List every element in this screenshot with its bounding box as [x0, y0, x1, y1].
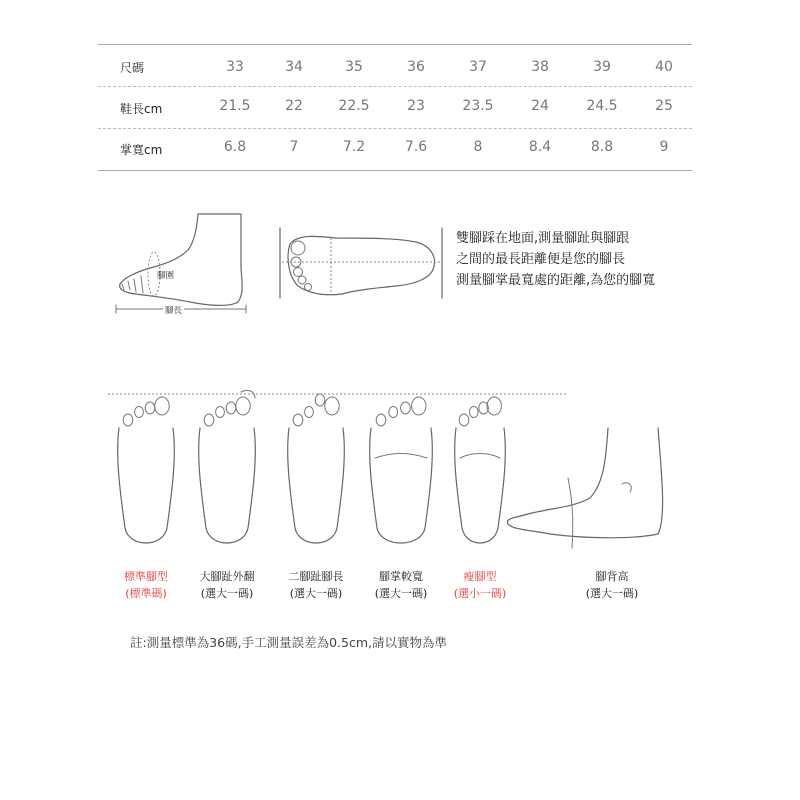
toe — [401, 402, 411, 414]
instruction-line: 雙腳踩在地面,測量腳趾與腳跟 — [456, 231, 630, 246]
table-cell: 39 — [593, 59, 611, 75]
instruction-line: 之間的最長距離便是您的腳長 — [456, 252, 626, 267]
toe — [376, 414, 386, 426]
toe — [305, 284, 312, 291]
toe — [469, 407, 478, 418]
foot-type-caption — [361, 568, 441, 602]
foot-sole-outline — [199, 428, 256, 543]
foot-type-advice: (選小一碼) — [453, 587, 507, 600]
toe — [487, 397, 501, 415]
table-cell: 8.4 — [528, 139, 552, 155]
toe — [412, 397, 426, 415]
table-cell: 34 — [285, 59, 303, 75]
table-cell: 33 — [226, 59, 244, 75]
instep-height-marker — [568, 478, 573, 548]
toe — [298, 276, 306, 284]
foot-sole-outline — [288, 428, 345, 543]
high-instep-foot-outline — [507, 428, 662, 538]
foot-type-advice: (選大一碼) — [374, 587, 428, 600]
table-top-border — [98, 44, 692, 45]
foot-sole-outline — [370, 428, 433, 543]
foot-type-caption — [106, 568, 186, 602]
table-cell: 8 — [473, 139, 483, 155]
table-cell: 9 — [659, 139, 669, 155]
measurement-note: 註:測量標準為36碼,手工測量誤差為0.5cm,請以實物為準 — [130, 635, 447, 650]
foot-type-name: 大腳趾外翻 — [199, 570, 255, 583]
row-label-size: 尺碼 — [120, 61, 145, 75]
foot-type-caption — [440, 568, 520, 602]
foot-type-caption — [276, 568, 356, 602]
table-cell: 7.6 — [404, 139, 428, 155]
toe — [315, 394, 325, 406]
toe — [325, 397, 339, 415]
table-cell: 22.5 — [338, 98, 370, 114]
foot-type-advice: (標準碼) — [125, 587, 167, 600]
toe — [123, 414, 133, 426]
foot-type-name: 瘦腳型 — [463, 570, 497, 583]
foot-type-caption — [187, 568, 267, 602]
foot-types-illustration — [110, 388, 680, 560]
top-foot-outline — [288, 236, 434, 294]
table-cell: 24 — [531, 98, 549, 114]
foot-type-name: 標準腳型 — [124, 570, 168, 583]
row-label-length: 鞋長cm — [120, 102, 163, 116]
toe — [389, 407, 398, 418]
table-cell: 37 — [469, 59, 487, 75]
toe — [155, 397, 169, 415]
toe — [226, 402, 236, 414]
toe — [294, 268, 303, 277]
toe — [459, 414, 469, 426]
table-cell: 40 — [655, 59, 673, 75]
toe — [135, 407, 144, 418]
measure-instructions — [456, 228, 655, 291]
length-label: 腳長 — [165, 306, 183, 316]
table-row-divider — [98, 128, 692, 129]
table-cell: 36 — [407, 59, 425, 75]
table-cell: 24.5 — [586, 98, 618, 114]
table-cell: 35 — [345, 59, 363, 75]
foot-type-caption — [572, 568, 652, 602]
side-foot-outline — [120, 214, 242, 305]
table-row-divider — [98, 86, 692, 87]
toe — [216, 407, 225, 418]
table-cell: 6.8 — [223, 139, 247, 155]
table-cell: 22 — [285, 98, 303, 114]
table-cell: 38 — [531, 59, 549, 75]
top-foot-illustration — [276, 224, 448, 304]
toe — [293, 414, 303, 426]
foot-type-advice: (選大一碼) — [200, 587, 254, 600]
circumference-label: 腳圍 — [157, 271, 175, 281]
table-cell: 23 — [407, 98, 425, 114]
toe — [305, 407, 314, 418]
foot-type-advice: (選大一碼) — [289, 587, 343, 600]
foot-type-name: 腳背高 — [595, 570, 629, 583]
row-label-width: 掌寬cm — [120, 143, 163, 157]
size-table — [98, 44, 692, 172]
toe — [291, 241, 305, 255]
width-arrow — [375, 454, 427, 459]
foot-sole-outline — [455, 428, 506, 543]
table-cell: 8.8 — [590, 139, 614, 155]
foot-type-name: 二腳趾腳長 — [288, 570, 344, 583]
table-cell: 7 — [289, 139, 299, 155]
ankle-bone — [622, 483, 631, 492]
foot-type-advice: (選大一碼) — [585, 587, 639, 600]
instruction-line: 測量腳掌最寬處的距離,為您的腳寬 — [456, 273, 656, 288]
side-foot-illustration — [110, 210, 260, 320]
toe — [236, 397, 250, 415]
table-cell: 7.2 — [342, 139, 366, 155]
table-cell: 23.5 — [462, 98, 494, 114]
table-cell: 21.5 — [219, 98, 251, 114]
table-cell: 25 — [655, 98, 673, 114]
toe — [204, 414, 214, 426]
width-arrow — [460, 454, 500, 459]
table-bottom-border — [98, 170, 692, 171]
toe — [145, 402, 155, 414]
foot-sole-outline — [118, 428, 175, 543]
foot-type-name: 腳掌較寬 — [379, 570, 423, 583]
